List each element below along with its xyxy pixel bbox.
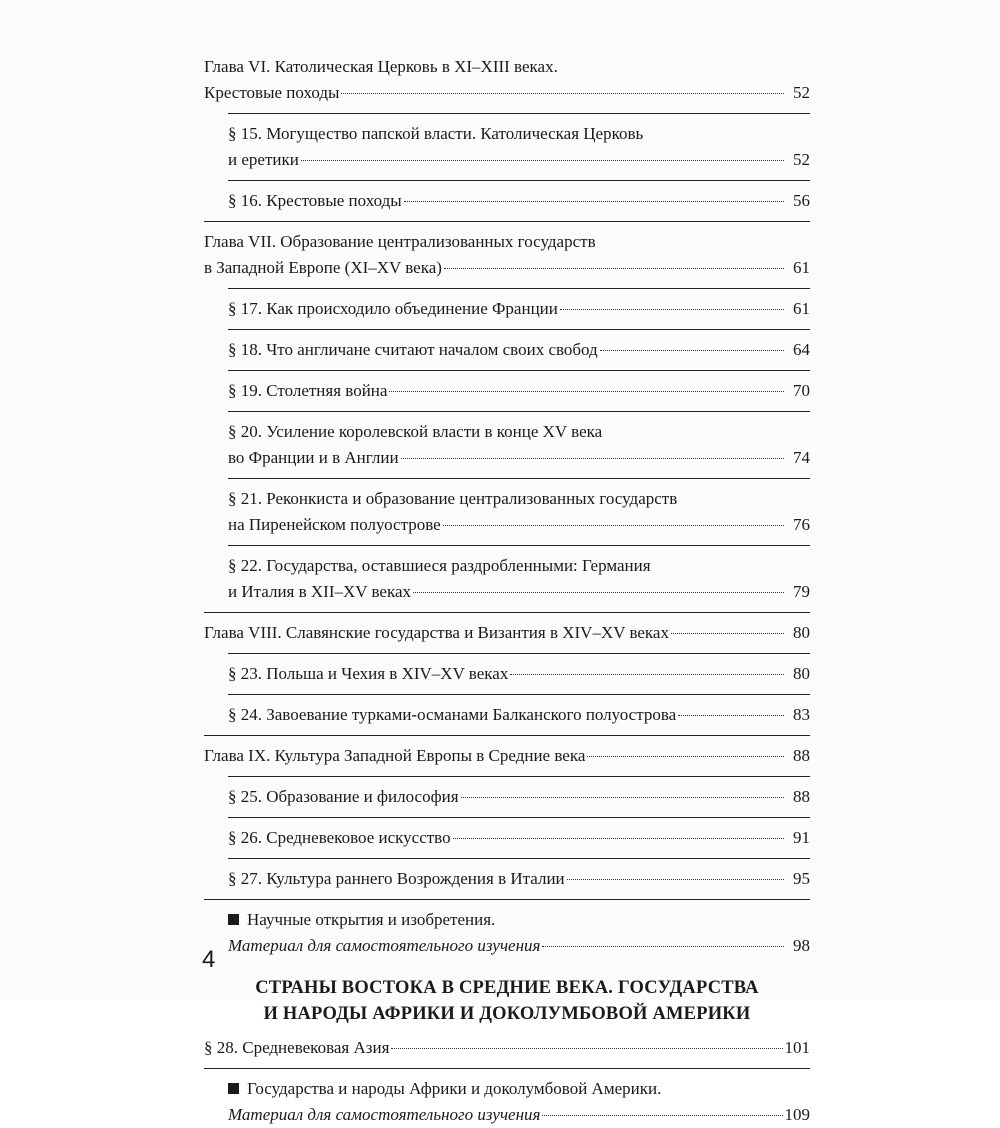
toc-entry-title: § 24. Завоевание турками-османами Балканского полуострова [228, 705, 677, 724]
toc-separator [204, 899, 810, 900]
toc-separator [228, 411, 810, 412]
toc-entry[interactable] [204, 553, 810, 605]
toc-entry-line: § 22. Государства, оставшиеся раздробленными: Германия [228, 556, 651, 575]
toc-entry[interactable] [204, 121, 810, 173]
toc-separator [204, 1068, 810, 1069]
toc-part-2 [204, 1035, 810, 1128]
toc-entry[interactable] [204, 229, 810, 281]
toc-entry-title: Крестовые походы [204, 83, 340, 102]
toc-entry-title: § 18. Что англичане считают началом своих свобод [228, 340, 598, 359]
toc-page-number: 56 [793, 191, 810, 210]
toc-entry-line: Научные открытия и изобретения. [228, 907, 810, 933]
toc-separator [228, 329, 810, 330]
toc-separator [228, 113, 810, 114]
toc-page-number: 74 [793, 448, 810, 467]
toc-entry-title: Материал для самостоятельного изучения [228, 936, 541, 955]
section-title-line-1: СТРАНЫ ВОСТОКА В СРЕДНИЕ ВЕКА. ГОСУДАРСТВА [255, 978, 759, 998]
toc-entry-line: § 20. Усиление королевской власти в конце XV века [228, 422, 603, 441]
toc-entry-line: Глава VI. Католическая Церковь в XI–XIII веках. [204, 57, 558, 76]
toc-entry-title: § 19. Столетняя война [228, 381, 388, 400]
dot-leader [401, 458, 784, 459]
toc-page-number: 88 [793, 787, 810, 806]
toc-entry[interactable] [204, 907, 810, 959]
toc-page-number: 83 [793, 705, 810, 724]
dot-leader [587, 756, 784, 757]
toc-page-number: 95 [793, 869, 810, 888]
toc-entry-title: § 17. Как происходило объединение Франции [228, 299, 558, 318]
dot-leader [453, 838, 784, 839]
dot-leader [404, 201, 784, 202]
toc-entry-title: § 23. Польша и Чехия в XIV–XV веках [228, 664, 509, 683]
toc-entry-title: § 27. Культура раннего Возрождения в Италии [228, 869, 565, 888]
dot-leader [444, 268, 784, 269]
toc-page-number: 109 [784, 1105, 810, 1124]
toc-entry[interactable] [204, 661, 810, 687]
toc-page-number: 98 [793, 936, 810, 955]
toc-separator [204, 221, 810, 222]
toc-entry-title: § 25. Образование и философия [228, 787, 459, 806]
toc-entry-title: Материал для самостоятельного изучения [228, 1105, 541, 1124]
toc-entry[interactable] [204, 743, 810, 769]
toc-page-number: 61 [793, 258, 810, 277]
toc-separator [228, 858, 810, 859]
toc-page-number: 79 [793, 582, 810, 601]
toc-entry[interactable] [204, 702, 810, 728]
dot-leader [671, 633, 784, 634]
toc-separator [228, 370, 810, 371]
toc-entry[interactable] [204, 784, 810, 810]
toc-separator [228, 776, 810, 777]
toc-separator [204, 735, 810, 736]
toc-entry-title: и Италия в XII–XV веках [228, 582, 411, 601]
dot-leader [341, 93, 784, 94]
toc-entry-line: Глава VII. Образование централизованных государств [204, 232, 596, 251]
toc-entry[interactable] [204, 337, 810, 363]
toc-separator [228, 817, 810, 818]
section-title [204, 975, 810, 1027]
toc-entry[interactable] [204, 296, 810, 322]
toc-entry[interactable] [204, 54, 810, 106]
dot-leader [413, 592, 784, 593]
toc-separator [228, 288, 810, 289]
toc-entry-title: и еретики [228, 150, 299, 169]
toc-entry-line: § 21. Реконкиста и образование централизованных государств [228, 489, 678, 508]
dot-leader [389, 391, 784, 392]
toc-page-number: 91 [793, 828, 810, 847]
toc-entry[interactable] [204, 825, 810, 851]
toc-page-number: 88 [793, 746, 810, 765]
toc-page-number: 76 [793, 515, 810, 534]
toc-separator [228, 694, 810, 695]
toc-page-number: 80 [793, 623, 810, 642]
toc-separator [228, 545, 810, 546]
toc-page-number: 80 [793, 664, 810, 683]
toc-entry-title: § 28. Средневековая Азия [204, 1038, 390, 1057]
page-number: 4 [202, 946, 216, 973]
toc-entry[interactable] [204, 1035, 810, 1061]
toc-part-1 [204, 54, 810, 959]
toc-entry[interactable] [204, 486, 810, 538]
square-bullet-icon [228, 1083, 239, 1094]
toc-separator [204, 612, 810, 613]
square-bullet-icon [228, 914, 239, 925]
dot-leader [560, 309, 784, 310]
section-title-line-2: И НАРОДЫ АФРИКИ И ДОКОЛУМБОВОЙ АМЕРИКИ [263, 1004, 751, 1024]
toc-page-number: 61 [793, 299, 810, 318]
dot-leader [542, 946, 784, 947]
toc-entry-title: Глава VIII. Славянские государства и Византия в XIV–XV веках [204, 623, 669, 642]
toc-page-number: 52 [793, 150, 810, 169]
toc-page-number: 64 [793, 340, 810, 359]
toc-entry-line: Государства и народы Африки и доколумбовой Америки. [228, 1076, 810, 1102]
dot-leader [542, 1115, 782, 1116]
toc-separator [228, 478, 810, 479]
dot-leader [391, 1048, 782, 1049]
toc-separator [228, 180, 810, 181]
toc-entry[interactable] [204, 1076, 810, 1128]
dot-leader [510, 674, 784, 675]
dot-leader [567, 879, 784, 880]
toc-entry-title: в Западной Европе (XI–XV века) [204, 258, 442, 277]
toc-entry-title: § 26. Средневековое искусство [228, 828, 451, 847]
toc-entry-line: § 15. Могущество папской власти. Католическая Церковь [228, 124, 644, 143]
dot-leader [600, 350, 784, 351]
toc-entry-title: Глава IX. Культура Западной Европы в Средние века [204, 746, 586, 765]
toc-entry[interactable] [204, 620, 810, 646]
toc-entry[interactable] [204, 378, 810, 404]
dot-leader [461, 797, 784, 798]
dot-leader [443, 525, 784, 526]
toc-entry[interactable] [204, 188, 810, 214]
toc-page-number: 52 [793, 83, 810, 102]
dot-leader [301, 160, 784, 161]
toc-separator [228, 653, 810, 654]
toc-entry-title: во Франции и в Англии [228, 448, 399, 467]
toc-entry[interactable] [204, 419, 810, 471]
toc-entry[interactable] [204, 866, 810, 892]
table-of-contents [204, 50, 810, 1128]
toc-page-number: 70 [793, 381, 810, 400]
toc-page-number: 101 [784, 1038, 810, 1057]
toc-entry-title: § 16. Крестовые походы [228, 191, 402, 210]
dot-leader [678, 715, 784, 716]
toc-entry-title: на Пиренейском полуострове [228, 515, 441, 534]
